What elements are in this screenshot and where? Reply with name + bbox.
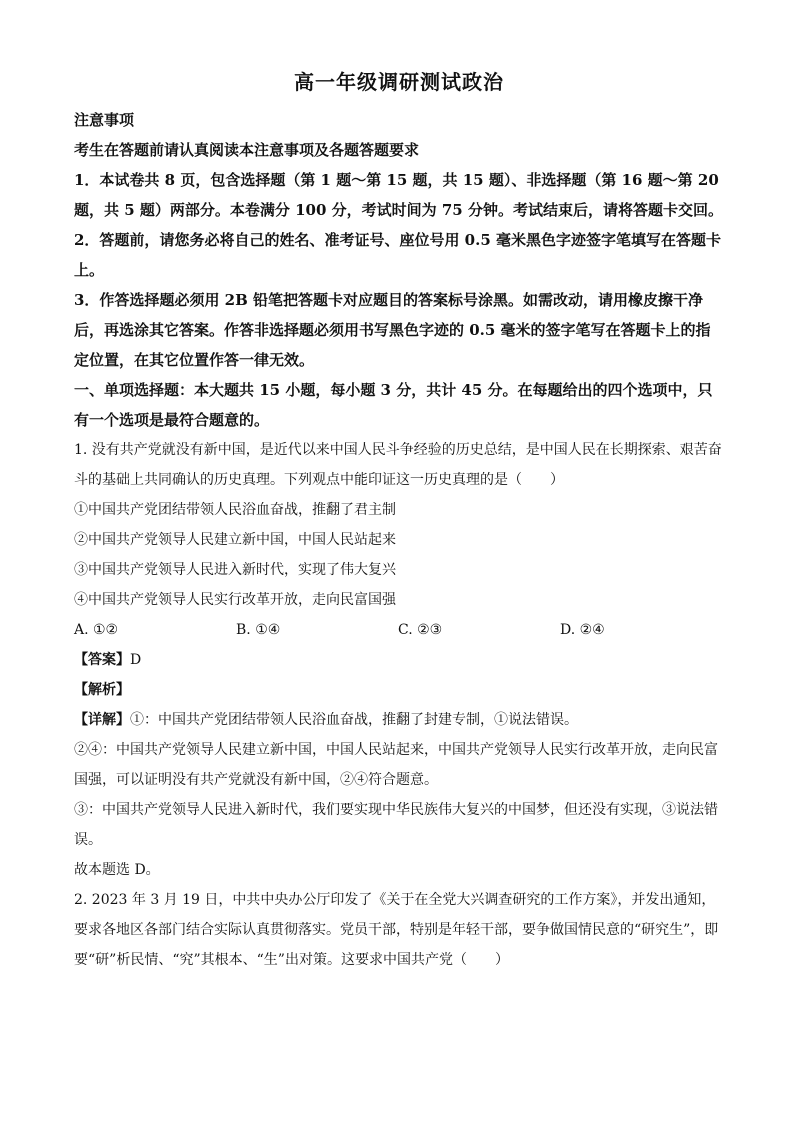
option-b: B. ①④ [236, 622, 281, 638]
analysis-tag: 【解析】 [74, 682, 130, 698]
conclusion: 故本题选 D。 [74, 862, 160, 878]
option-c: C. ②③ [398, 622, 443, 638]
option-a: A. ①② [74, 622, 119, 638]
notice-2: 2．答题前，请您务必将自己的姓名、准考证号、座位号用 0.5 毫米黑色字迹签字笔填写在答题卡上。 [74, 231, 721, 279]
detail-1-text: ①：中国共产党团结带领人民浴血奋战，推翻了封建专制，①说法错误。 [130, 712, 578, 728]
answer-line [74, 645, 724, 675]
question-1-item-2: ②中国共产党领导人民建立新中国，中国人民站起来 [74, 532, 396, 548]
notice-heading: 注意事项 [74, 111, 135, 129]
notice-intro: 考生在答题前请认真阅读本注意事项及各题答题要求 [74, 141, 420, 159]
answer-tag: 【答案】 [74, 652, 130, 668]
question-1-item-3: ③中国共产党领导人民进入新时代，实现了伟大复兴 [74, 562, 396, 578]
answer-value: D [130, 652, 142, 668]
question-1-item-1: ①中国共产党团结带领人民浴血奋战，推翻了君主制 [74, 502, 396, 518]
question-1-stem: 1. 没有共产党就没有新中国，是近代以来中国人民斗争经验的历史总结，是中国人民在长期探索、艰苦奋斗的基础上共同确认的历史真理。下列观点中能印证这一历史真理的是（ ） [74, 442, 722, 488]
detail-tag: 【详解】 [74, 712, 130, 728]
notice-3: 3．作答选择题必须用 2B 铅笔把答题卡对应题目的答案标号涂黑。如需改动，请用橡皮擦干净后，再选涂其它答案。作答非选择题必须用书写黑色字迹的 0.5 毫米的签字笔写在答题卡上的指定位置，在其它位置作答一律无效。 [74, 291, 711, 369]
page-title: 高一年级调研测试政治 [294, 70, 504, 94]
question-1-options [74, 615, 724, 645]
question-2-stem: 2. 2023 年 3 月 19 日，中共中央办公厅印发了《关于在全党大兴调查研究的工作方案》，并发出通知，要求各地区各部门结合实际认真贯彻落实。党员干部，特别是年轻干部，要争做国情民意的“研究生”，即要“研”析民情、“究”其根本、“生”出对策。这要求中国共产党（ ） [74, 892, 719, 968]
detail-1 [74, 705, 724, 735]
document-page [74, 66, 724, 975]
option-d: D. ②④ [560, 622, 605, 638]
detail-3: ③：中国共产党领导人民进入新时代，我们要实现中华民族伟大复兴的中国梦，但还没有实现，③说法错误。 [74, 802, 718, 848]
notice-1: 1．本试卷共 8 页，包含选择题（第 1 题～第 15 题，共 15 题）、非选择题（第 16 题～第 20 题，共 5 题）两部分。本卷满分 100 分，考试时间为 75 分钟。考试结束后，请将答题卡交回。 [74, 171, 723, 219]
detail-2: ②④：中国共产党领导人民建立新中国，中国人民站起来，中国共产党领导人民实行改革开放，走向民富国强，可以证明没有共产党就没有新中国，②④符合题意。 [74, 742, 718, 788]
question-1-item-4: ④中国共产党领导人民实行改革开放，走向民富国强 [74, 592, 396, 608]
section-heading: 一、单项选择题：本大题共 15 小题，每小题 3 分，共计 45 分。在每题给出的四个选项中，只有一个选项是最符合题意的。 [74, 381, 713, 429]
